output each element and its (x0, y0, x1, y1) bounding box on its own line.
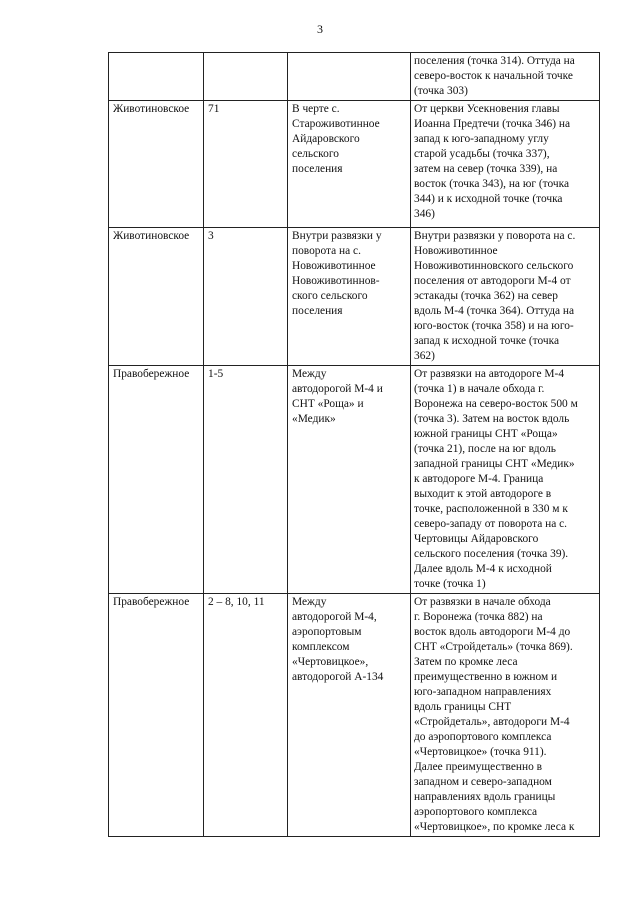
cell-text-line: северо-западу от поворота на с. (414, 518, 568, 530)
cell-text-line: СНТ «Стройдеталь» (точка 869). (414, 641, 573, 653)
cell-text-line: Затем по кромке леса (414, 656, 518, 668)
cell-text-line: «Чертовицкое» (точка 911). (414, 746, 547, 758)
cell-text-line: В черте с. (292, 103, 340, 115)
cell-text-line: Далее вдоль М-4 к исходной (414, 563, 552, 575)
cell-text-line: запад к юго-западному углу (414, 133, 549, 145)
cell-text-line: сельского поселения (точка 39). (414, 548, 569, 560)
table-row (109, 101, 600, 228)
settlement-cell (109, 594, 204, 837)
object-numbers-cell (204, 366, 288, 594)
cell-text-line: Чертовицы Айдаровского (414, 533, 539, 545)
cell-text-line: От церкви Усекновения главы (414, 103, 560, 115)
table-row (109, 53, 600, 101)
cell-text-line: затем на север (точка 339), на (414, 163, 558, 175)
cell-text-line: СНТ «Роща» и (292, 398, 364, 410)
object-numbers-cell (204, 53, 288, 101)
cell-text-line: Айдаровского (292, 133, 360, 145)
cell-text-line: Правобережное (113, 596, 190, 608)
cell-text-line: (точка 1) в начале обхода г. (414, 383, 545, 395)
cell-text-line: вдоль М-4 (точка 364). Оттуда на (414, 305, 575, 317)
cell-text-line: южной границы СНТ «Роща» (414, 428, 558, 440)
cell-text-line: 344) и к исходной точке (точка (414, 193, 563, 205)
cell-text-line: вдоль границы СНТ (414, 701, 512, 713)
settlement-cell (109, 53, 204, 101)
cell-text-line: Иоанна Предтечи (точка 346) на (414, 118, 571, 130)
cell-text-line: (точка 303) (414, 85, 468, 97)
cell-text-line: Между (292, 596, 327, 608)
cell-text-line: юго-западном направлениях (414, 686, 552, 698)
page-number: 3 (317, 22, 323, 36)
cell-text-line: Староживотинное (292, 118, 380, 130)
cell-text-line: поселения (292, 163, 343, 175)
cell-text-line: автодорогой А-134 (292, 671, 384, 683)
cell-text-line: Внутри развязки у (292, 230, 382, 242)
route-description-cell (411, 594, 600, 837)
cell-text-line: 346) (414, 208, 435, 220)
cell-text-line: северо-восток к начальной точке (414, 70, 573, 82)
route-description-cell (411, 101, 600, 228)
cell-text-line: поворота на с. (292, 245, 361, 257)
cell-text-line: Между (292, 368, 327, 380)
cell-text-line: сельского (292, 148, 339, 160)
table-row (109, 228, 600, 366)
route-description-cell (411, 228, 600, 366)
cell-text-line: восток вдоль автодороги М-4 до (414, 626, 571, 638)
settlement-cell (109, 366, 204, 594)
location-cell (288, 366, 411, 594)
boundary-table (108, 52, 600, 837)
cell-text-line: 362) (414, 350, 435, 362)
cell-text-line: «Чертовицкое», по кромке леса к (414, 821, 575, 833)
cell-text-line: до аэропортового комплекса (414, 731, 552, 743)
cell-text-line: поселения (292, 305, 343, 317)
cell-text-line: эстакады (точка 362) на север (414, 290, 558, 302)
cell-text-line: Животиновское (113, 230, 190, 242)
cell-text-line: поселения (точка 314). Оттуда на (414, 55, 575, 67)
cell-text-line: Правобережное (113, 368, 190, 380)
table-row (109, 594, 600, 837)
cell-text-line: 71 (208, 103, 220, 115)
cell-text-line: юго-восток (точка 358) и на юго- (414, 320, 574, 332)
cell-text-line: восток (точка 343), на юг (точка (414, 178, 570, 190)
object-numbers-cell (204, 228, 288, 366)
cell-text-line: Внутри развязки у поворота на с. (414, 230, 576, 242)
cell-text-line: автодорогой М-4 и (292, 383, 383, 395)
location-cell (288, 101, 411, 228)
cell-text-line: Новоживотинное (292, 260, 376, 272)
cell-text-line: аэропортового комплекса (414, 806, 538, 818)
cell-text-line: поселения от автодороги М-4 от (414, 275, 571, 287)
cell-text-line: (точка 3). Затем на восток вдоль (414, 413, 570, 425)
cell-text-line: точке (точка 1) (414, 578, 486, 590)
cell-text-line: Животиновское (113, 103, 190, 115)
cell-text-line: 1-5 (208, 368, 224, 380)
cell-text-line: Новоживотиннов- (292, 275, 380, 287)
cell-text-line: г. Воронежа (точка 882) на (414, 611, 543, 623)
cell-text-line: комплексом (292, 641, 350, 653)
cell-text-line: аэропортовым (292, 626, 362, 638)
cell-text-line: к автодороге М-4. Граница (414, 473, 544, 485)
cell-text-line: «Чертовицкое», (292, 656, 369, 668)
cell-text-line: 3 (208, 230, 214, 242)
cell-text-line: точке, расположенной в 330 м к (414, 503, 568, 515)
cell-text-line: западном и северо-западном (414, 776, 552, 788)
settlement-cell (109, 228, 204, 366)
cell-text-line: выходит к этой автодороге в (414, 488, 552, 500)
cell-text-line: преимущественно в южном и (414, 671, 558, 683)
location-cell (288, 53, 411, 101)
cell-text-line: От развязки в начале обхода (414, 596, 551, 608)
location-cell (288, 228, 411, 366)
cell-text-line: западной границы СНТ «Медик» (414, 458, 575, 470)
cell-text-line: «Медик» (292, 413, 336, 425)
location-cell (288, 594, 411, 837)
cell-text-line: От развязки на автодороге М-4 (414, 368, 565, 380)
cell-text-line: (точка 21), после на юг вдоль (414, 443, 556, 455)
cell-text-line: Новоживотинновского сельского (414, 260, 574, 272)
cell-text-line: Новоживотинное (414, 245, 498, 257)
cell-text-line: направлениях вдоль границы (414, 791, 556, 803)
object-numbers-cell (204, 101, 288, 228)
cell-text-line: «Стройдеталь», автодороги М-4 (414, 716, 570, 728)
cell-text-line: ского сельского (292, 290, 368, 302)
cell-text-line: старой усадьбы (точка 337), (414, 148, 550, 160)
cell-text-line: Далее преимущественно в (414, 761, 543, 773)
cell-text-line: запад к исходной точке (точка (414, 335, 560, 347)
route-description-cell (411, 366, 600, 594)
table-body (109, 53, 600, 837)
object-numbers-cell (204, 594, 288, 837)
route-description-cell (411, 53, 600, 101)
table-row (109, 366, 600, 594)
cell-text-line: автодорогой М-4, (292, 611, 377, 623)
cell-text-line: Воронежа на северо-восток 500 м (414, 398, 578, 410)
settlement-cell (109, 101, 204, 228)
cell-text-line: 2 – 8, 10, 11 (208, 596, 265, 608)
